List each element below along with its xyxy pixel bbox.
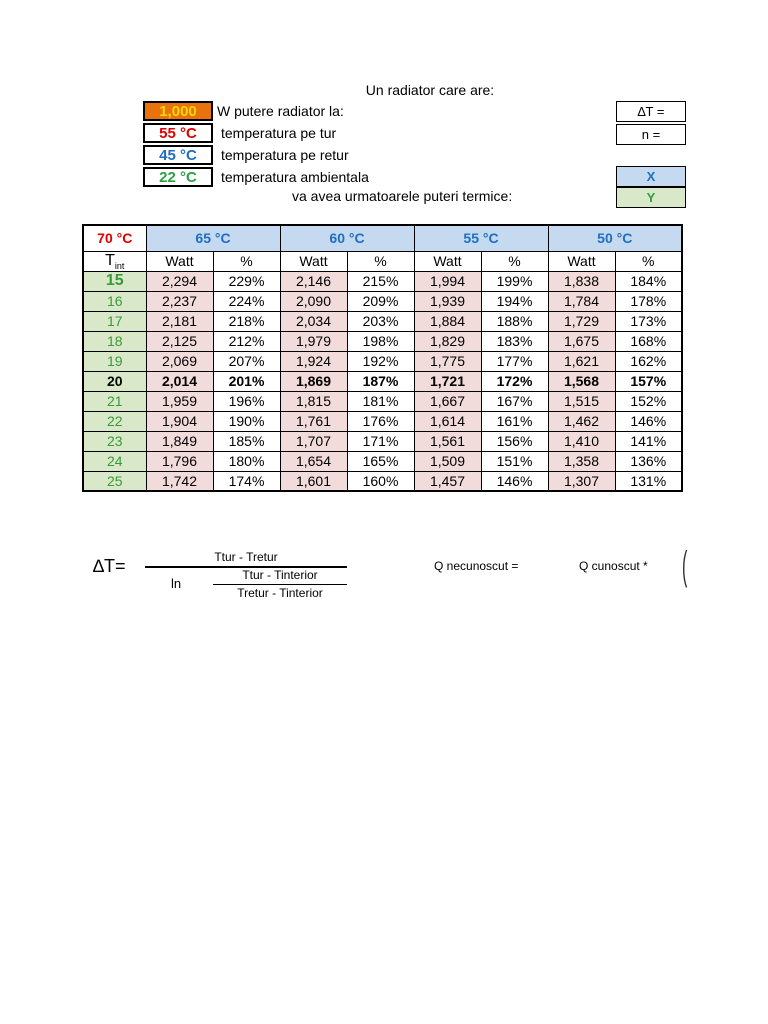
watt-cell[interactable]: 1,829 [414, 331, 481, 351]
percent-cell[interactable]: 162% [615, 351, 682, 371]
watt-cell[interactable]: 1,621 [548, 351, 615, 371]
table-row [83, 431, 682, 451]
corner-temp-cell: 70 °C [83, 225, 146, 251]
percent-cell[interactable]: 180% [213, 451, 280, 471]
table-row [83, 311, 682, 331]
percent-cell[interactable]: 146% [615, 411, 682, 431]
tint-label: T [105, 251, 115, 269]
percent-cell[interactable]: 229% [213, 271, 280, 291]
table-row [83, 331, 682, 351]
tint-value-cell[interactable]: 23 [83, 431, 146, 451]
power-table [82, 224, 683, 492]
percent-cell[interactable]: 136% [615, 451, 682, 471]
watt-cell[interactable]: 1,307 [548, 471, 615, 491]
tint-value-cell[interactable]: 19 [83, 351, 146, 371]
radiator-power-value[interactable]: 1,000 [143, 101, 213, 121]
watt-cell[interactable]: 1,675 [548, 331, 615, 351]
q-known-label: Q cunoscut * [579, 559, 648, 573]
table-row [83, 351, 682, 371]
watt-cell[interactable]: 2,090 [280, 291, 347, 311]
percent-cell[interactable]: 178% [615, 291, 682, 311]
watt-cell[interactable]: 2,069 [146, 351, 213, 371]
watt-cell[interactable]: 2,146 [280, 271, 347, 291]
watt-cell[interactable]: 2,181 [146, 311, 213, 331]
pct-header: % [615, 251, 682, 271]
table-row [83, 471, 682, 491]
watt-cell[interactable]: 1,869 [280, 371, 347, 391]
watt-cell[interactable]: 1,614 [414, 411, 481, 431]
percent-cell[interactable]: 212% [213, 331, 280, 351]
watt-cell[interactable]: 1,707 [280, 431, 347, 451]
return-temp-value[interactable]: 45 °C [143, 145, 213, 165]
table-group-header-row [83, 225, 682, 251]
tint-header [83, 251, 146, 271]
table-row [83, 271, 682, 291]
watt-cell[interactable]: 2,034 [280, 311, 347, 331]
watt-cell[interactable]: 1,796 [146, 451, 213, 471]
open-parenthesis: ( [681, 544, 688, 588]
table-row [83, 411, 682, 431]
watt-header: Watt [280, 251, 347, 271]
radiator-power-label: W putere radiator la: [217, 103, 344, 119]
percent-cell[interactable]: 172% [481, 371, 548, 391]
watt-cell[interactable]: 1,457 [414, 471, 481, 491]
watt-cell[interactable]: 1,601 [280, 471, 347, 491]
tint-value-cell[interactable]: 24 [83, 451, 146, 471]
n-box: n = [616, 124, 686, 145]
watt-cell[interactable]: 1,729 [548, 311, 615, 331]
percent-cell[interactable]: 173% [615, 311, 682, 331]
percent-cell[interactable]: 167% [481, 391, 548, 411]
tint-value-cell[interactable]: 25 [83, 471, 146, 491]
percent-cell[interactable]: 152% [615, 391, 682, 411]
group-header-60: 60 °C [280, 225, 414, 251]
flow-temp-label: temperatura pe tur [221, 125, 337, 141]
table-subheader-row [83, 251, 682, 271]
percent-cell[interactable]: 141% [615, 431, 682, 451]
percent-cell[interactable]: 157% [615, 371, 682, 391]
formula-numerator: Ttur - Tretur [214, 550, 278, 564]
watt-cell[interactable]: 1,568 [548, 371, 615, 391]
delta-t-box: ∆T = [616, 101, 686, 122]
percent-cell[interactable]: 174% [213, 471, 280, 491]
percent-cell[interactable]: 160% [347, 471, 414, 491]
table-row [83, 291, 682, 311]
percent-cell[interactable]: 218% [213, 311, 280, 331]
percent-cell[interactable]: 171% [347, 431, 414, 451]
percent-cell[interactable]: 161% [481, 411, 548, 431]
percent-cell[interactable]: 199% [481, 271, 548, 291]
percent-cell[interactable]: 146% [481, 471, 548, 491]
watt-cell[interactable]: 1,939 [414, 291, 481, 311]
formula-ln: ln [171, 576, 182, 591]
watt-cell[interactable]: 2,237 [146, 291, 213, 311]
tint-value-cell[interactable]: 15 [83, 271, 146, 291]
formula-inner-denominator: Tretur - Tinterior [237, 586, 323, 600]
percent-cell[interactable]: 194% [481, 291, 548, 311]
percent-cell[interactable]: 198% [347, 331, 414, 351]
percent-cell[interactable]: 188% [481, 311, 548, 331]
watt-cell[interactable]: 1,994 [414, 271, 481, 291]
percent-cell[interactable]: 168% [615, 331, 682, 351]
ambient-temp-label: temperatura ambientala [221, 169, 369, 185]
watt-cell[interactable]: 1,775 [414, 351, 481, 371]
watt-header: Watt [146, 251, 213, 271]
percent-cell[interactable]: 192% [347, 351, 414, 371]
group-header-65: 65 °C [146, 225, 280, 251]
percent-cell[interactable]: 131% [615, 471, 682, 491]
percent-cell[interactable]: 201% [213, 371, 280, 391]
tint-subscript: int [114, 260, 125, 271]
watt-cell[interactable]: 1,358 [548, 451, 615, 471]
watt-cell[interactable]: 2,294 [146, 271, 213, 291]
tint-value-cell[interactable]: 20 [83, 371, 146, 391]
table-row [83, 451, 682, 471]
tint-value-cell[interactable]: 22 [83, 411, 146, 431]
percent-cell[interactable]: 184% [615, 271, 682, 291]
watt-cell[interactable]: 1,838 [548, 271, 615, 291]
tint-value-cell[interactable]: 18 [83, 331, 146, 351]
watt-cell[interactable]: 2,014 [146, 371, 213, 391]
percent-cell[interactable]: 181% [347, 391, 414, 411]
percent-cell[interactable]: 196% [213, 391, 280, 411]
tint-value-cell[interactable]: 16 [83, 291, 146, 311]
table-row [83, 371, 682, 391]
page-heading: Un radiator care are: [365, 82, 495, 98]
watt-cell[interactable]: 1,884 [414, 311, 481, 331]
watt-cell[interactable]: 1,410 [548, 431, 615, 451]
percent-cell[interactable]: 151% [481, 451, 548, 471]
watt-cell[interactable]: 1,509 [414, 451, 481, 471]
watt-cell[interactable]: 1,959 [146, 391, 213, 411]
watt-cell[interactable]: 1,742 [146, 471, 213, 491]
watt-cell[interactable]: 1,561 [414, 431, 481, 451]
percent-cell[interactable]: 224% [213, 291, 280, 311]
percent-cell[interactable]: 156% [481, 431, 548, 451]
percent-cell[interactable]: 209% [347, 291, 414, 311]
watt-cell[interactable]: 1,462 [548, 411, 615, 431]
group-header-55: 55 °C [414, 225, 548, 251]
watt-cell[interactable]: 1,849 [146, 431, 213, 451]
percent-cell[interactable]: 177% [481, 351, 548, 371]
formula-inner-numerator: Ttur - Tinterior [242, 568, 318, 582]
group-header-50: 50 °C [548, 225, 682, 251]
percent-cell[interactable]: 207% [213, 351, 280, 371]
percent-cell[interactable]: 165% [347, 451, 414, 471]
percent-cell[interactable]: 215% [347, 271, 414, 291]
y-box: Y [616, 187, 686, 208]
return-temp-label: temperatura pe retur [221, 147, 349, 163]
delta-t-formula-lhs: ∆T= [93, 556, 126, 576]
percent-cell[interactable]: 185% [213, 431, 280, 451]
percent-cell[interactable]: 187% [347, 371, 414, 391]
watt-cell[interactable]: 2,125 [146, 331, 213, 351]
watt-cell[interactable]: 1,667 [414, 391, 481, 411]
sub-heading: va avea urmatoarele puteri termice: [292, 188, 513, 204]
x-box: X [616, 166, 686, 187]
percent-cell[interactable]: 183% [481, 331, 548, 351]
watt-cell[interactable]: 1,721 [414, 371, 481, 391]
watt-cell[interactable]: 1,654 [280, 451, 347, 471]
watt-header: Watt [548, 251, 615, 271]
watt-cell[interactable]: 1,761 [280, 411, 347, 431]
table-row [83, 391, 682, 411]
flow-temp-value[interactable]: 55 °C [143, 123, 213, 143]
percent-cell[interactable]: 176% [347, 411, 414, 431]
formula-inner-fraction-bar [213, 584, 347, 585]
watt-cell[interactable]: 1,815 [280, 391, 347, 411]
pct-header: % [481, 251, 548, 271]
tint-value-cell[interactable]: 21 [83, 391, 146, 411]
ambient-temp-value[interactable]: 22 °C [143, 167, 213, 187]
watt-cell[interactable]: 1,924 [280, 351, 347, 371]
watt-cell[interactable]: 1,515 [548, 391, 615, 411]
watt-cell[interactable]: 1,784 [548, 291, 615, 311]
pct-header: % [213, 251, 280, 271]
watt-cell[interactable]: 1,979 [280, 331, 347, 351]
q-unknown-label: Q necunoscut = [434, 559, 519, 573]
percent-cell[interactable]: 190% [213, 411, 280, 431]
pct-header: % [347, 251, 414, 271]
percent-cell[interactable]: 203% [347, 311, 414, 331]
watt-header: Watt [414, 251, 481, 271]
watt-cell[interactable]: 1,904 [146, 411, 213, 431]
tint-value-cell[interactable]: 17 [83, 311, 146, 331]
